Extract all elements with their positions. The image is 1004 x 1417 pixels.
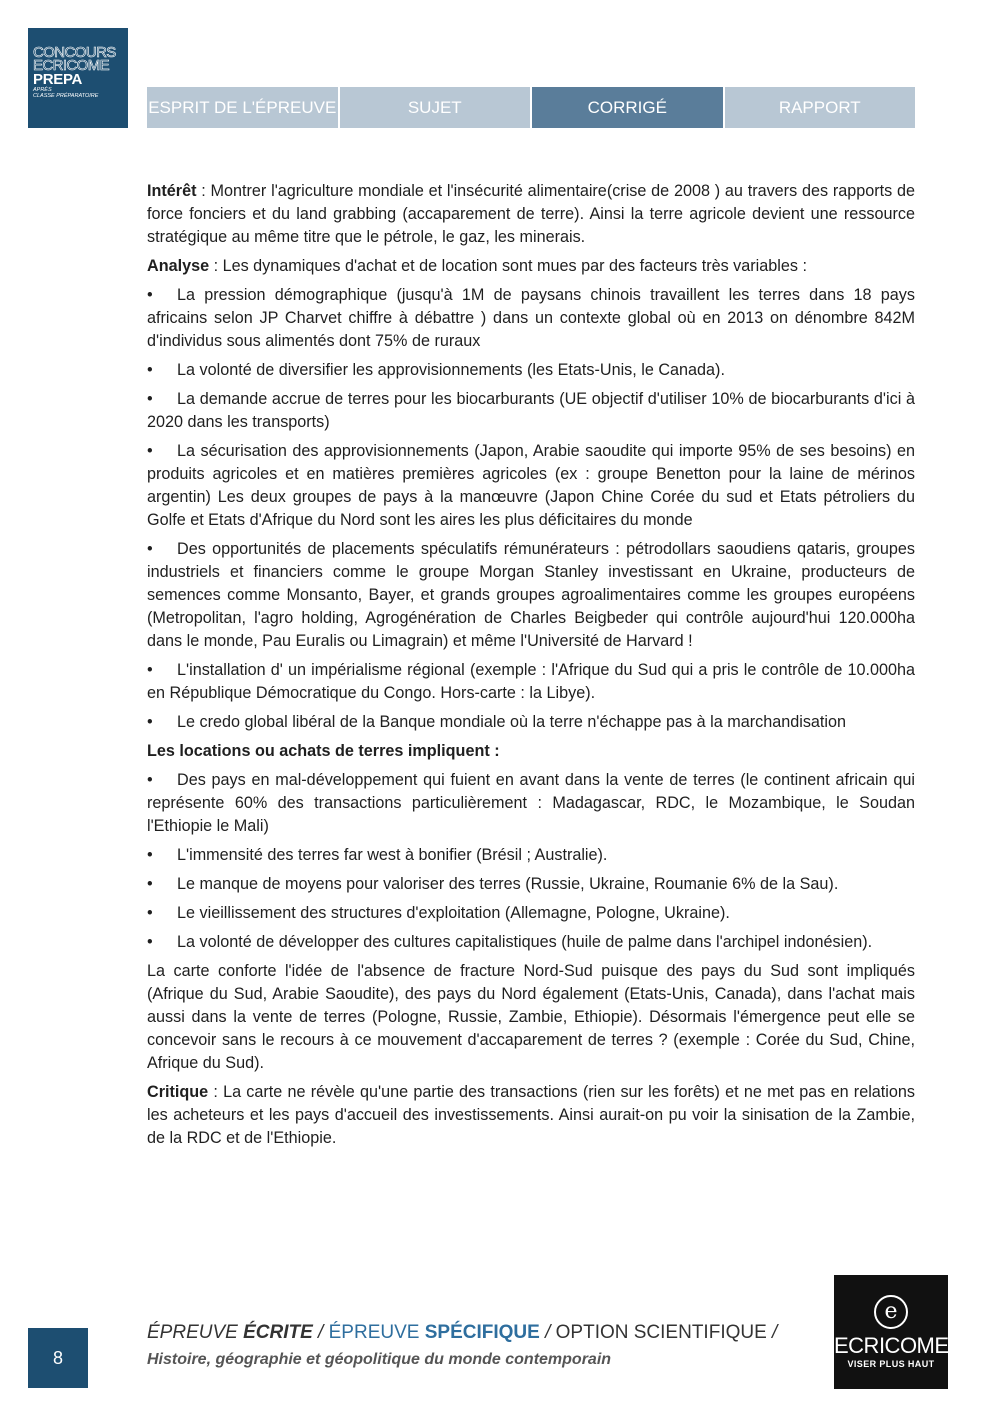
logo-line-prepa: PREPA — [33, 71, 83, 88]
interet-label: Intérêt — [147, 182, 197, 200]
list-item: • La volonté de développer des cultures capitalistiques (huile de palme dans l'archipel indonésien). — [147, 931, 915, 954]
critique-label: Critique — [147, 1083, 209, 1101]
logo-line-concours: CONCOURS — [33, 44, 116, 61]
analyse-text: : Les dynamiques d'achat et de location sont mues par des facteurs très variables : — [209, 257, 807, 275]
document-body — [147, 180, 915, 1156]
brand-name: ECRICOME — [834, 1333, 949, 1358]
interet-paragraph — [147, 180, 915, 249]
list-item: • L'immensité des terres far west à bonifier (Brésil ; Australie). — [147, 844, 915, 867]
critique-paragraph — [147, 1081, 915, 1150]
logo-line-ecricome: ECRICOME — [33, 57, 110, 74]
list-item: • Le manque de moyens pour valoriser des terres (Russie, Ukraine, Roumanie 6% de la Sau). — [147, 873, 915, 896]
tab-sujet[interactable]: SUJET — [340, 87, 531, 128]
tab-rapport[interactable]: RAPPORT — [725, 87, 916, 128]
section-tabs — [147, 87, 915, 128]
list-item: • Le vieillissement des structures d'exploitation (Allemagne, Pologne, Ukraine). — [147, 902, 915, 925]
concours-logo — [28, 28, 128, 128]
list-item: • La sécurisation des approvisionnements (Japon, Arabie saoudite qui importe 95% de ses besoins) en produits agricoles et en matières premières agricoles (ex : groupe Benetton pour la laine de mérinos argentin) Les deux groupes de pays à la manœuvre (Japon Chine Corée du sud et Etats pétroliers du Golfe et Etats d'Afrique du Nord sont les aires les plus déficitaires du monde — [147, 440, 915, 532]
analyse-paragraph — [147, 255, 915, 278]
footer-sep-end: / — [766, 1322, 778, 1343]
footer-epreuve-2: ÉPREUVE — [328, 1322, 425, 1343]
footer-option: OPTION SCIENTIFIQUE — [555, 1322, 767, 1343]
list-item: • Le credo global libéral de la Banque mondiale où la terre n'échappe pas à la marchandisation — [147, 711, 915, 734]
list-item: • L'installation d' un impérialisme régional (exemple : l'Afrique du Sud qui a pris le contrôle de 10.000ha en République Démocratique du Congo. Hors-carte : la Libye). — [147, 659, 915, 705]
brand-glyph: e — [884, 1299, 898, 1324]
locations-heading — [147, 740, 915, 763]
logo-line-apres: APRÈS — [33, 87, 52, 93]
footer-subject: Histoire, géographie et géopolitique du monde contemporain — [147, 1351, 612, 1368]
list-item: • La pression démographique (jusqu'à 1M de paysans chinois travaillent les terres dans 18 pays africains selon JP Charvet chiffre à débattre ) dans un contexte global où en 2013 on dénombre 842M d'individus sous alimentés dont 75% de ruraux — [147, 284, 915, 353]
footer-sep-1: / — [312, 1322, 329, 1343]
page-number: 8 — [28, 1328, 88, 1388]
analyse-label: Analyse — [147, 257, 210, 275]
logo-line-classe: CLASSE PRÉPARATOIRE — [33, 93, 99, 99]
list-item: • Des pays en mal-développement qui fuient en avant dans la vente de terres (le continent africain qui représente 60% des transactions particulièrement : Madagascar, RDC, le Mozambique, le Soudan l'Ethiopie le Mali) — [147, 769, 915, 838]
ecricome-e-icon — [874, 1295, 908, 1329]
footer-sep-2: / — [539, 1322, 556, 1343]
locations-heading-text: Les locations ou achats de terres impliquent : — [147, 742, 500, 760]
carte-paragraph: La carte conforte l'idée de l'absence de fracture Nord-Sud puisque des pays du Sud sont impliqués (Afrique du Sud, Arabie Saoudite), des pays du Nord également (Etats-Unis, Canada), dans l'achat mais aussi dans la vente de terres (Pologne, Russie, Zambie, Ethiopie). Désormais l'émergence peut elle se concevoir sans le recours à ce mouvement d'accaparement de terres ? (exemple : Corée du Sud, Chine, Afrique du Sud). — [147, 962, 915, 1072]
list-item: • La demande accrue de terres pour les biocarburants (UE objectif d'utiliser 10% de biocarburants d'ici à 2020 dans les transports) — [147, 388, 915, 434]
brand-tagline: VISER PLUS HAUT — [847, 1359, 935, 1369]
footer-epreuve: ÉPREUVE — [147, 1322, 244, 1343]
critique-text: : La carte ne révèle qu'une partie des transactions (rien sur les forêts) et ne met pas en relations les acheteurs et les pays d'accueil des investissements. Ainsi aurait-on pu voir la sinisation de la Zambie, de la RDC et de l'Ethiopie. — [147, 1083, 915, 1147]
interet-text: : Montrer l'agriculture mondiale et l'insécurité alimentaire(crise de 2008 ) au travers des rapports de force fonciers et du land grabbing (accaparement de terre). Ainsi la terre agricole devient une ressource stratégique au même titre que le pétrole, le gaz, les minerais. — [147, 182, 915, 246]
list-item: • Des opportunités de placements spéculatifs rémunérateurs : pétrodollars saoudiens qataris, groupes industriels et financiers comme le groupe Morgan Stanley investissant en Ukraine, producteurs de semences comme Monsanto, Bayer, et grands groupes agroalimentaires comme les groupes européens (Metropolitan, l'agro holding, Agrogénération de Charles Beigbeder qui contrôle aujourd'hui 120.000ha dans le monde, Pau Euralis ou Limagrain) et même l'Université de Harvard ! — [147, 538, 915, 653]
ecricome-brand-logo — [834, 1275, 948, 1389]
footer-exam-type — [147, 1322, 777, 1344]
tab-corrige[interactable]: CORRIGÉ — [532, 87, 723, 128]
footer-ecrite: ÉCRITE — [243, 1322, 313, 1343]
list-item: • La volonté de diversifier les approvisionnements (les Etats-Unis, le Canada). — [147, 359, 915, 382]
footer-specifique: SPÉCIFIQUE — [424, 1322, 540, 1343]
tab-esprit-epreuve[interactable]: ESPRIT DE L'ÉPREUVE — [147, 87, 338, 128]
